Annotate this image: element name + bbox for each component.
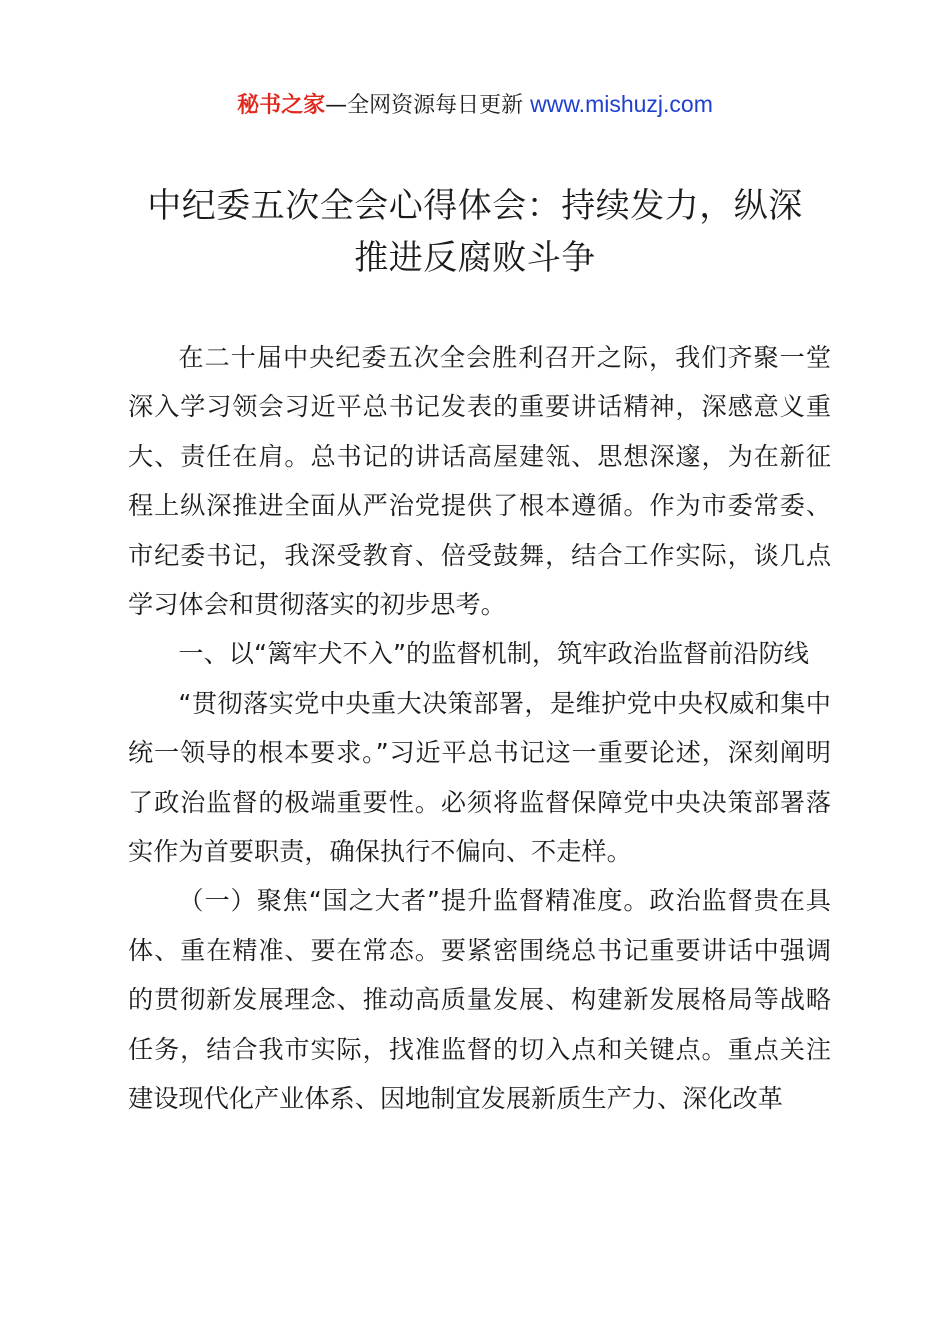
title-line-1: 中纪委五次全会心得体会：持续发力，纵深 <box>147 186 803 226</box>
document-body <box>128 333 831 1124</box>
paragraph-quote: “贯彻落实党中央重大决策部署，是维护党中央权威和集中统一领导的根本要求。”习近平总书记这一重要论述，深刻阐明了政治监督的极端重要性。必须将监督保障党中央决策部署落实作为首要职责，确保执行不偏向、不走样。 <box>128 688 831 867</box>
site-header <box>0 86 950 124</box>
title-line-2: 推进反腐败斗争 <box>354 238 596 278</box>
site-url-link[interactable]: www.mishuzj.com <box>530 91 713 117</box>
header-slogan: —全网资源每日更新 <box>325 93 531 118</box>
section-heading-1: 一、以“篱牢犬不入”的监督机制，筑牢政治监督前沿防线 <box>178 639 809 669</box>
paragraph-subsection-1: （一）聚焦“国之大者”提升监督精准度。政治监督贵在具体、重在精准、要在常态。要紧密围绕总书记重要讲话中强调的贯彻新发展理念、推动高质量发展、构建新发展格局等战略任务，结合我市实际，找准监督的切入点和关键点。重点关注建设现代化产业体系、因地制宜发展新质生产力、深化改革 <box>128 886 831 1114</box>
document-title <box>120 180 830 284</box>
paragraph-intro: 在二十届中央纪委五次全会胜利召开之际，我们齐聚一堂深入学习领会习近平总书记发表的重要讲话精神，深感意义重大、责任在肩。总书记的讲话高屋建瓴、思想深邃，为在新征程上纵深推进全面从严治党提供了根本遵循。作为市委常委、市纪委书记，我深受教育、倍受鼓舞，结合工作实际，谈几点学习体会和贯彻落实的初步思考。 <box>128 343 831 620</box>
brand-name: 秘书之家 <box>237 93 326 118</box>
